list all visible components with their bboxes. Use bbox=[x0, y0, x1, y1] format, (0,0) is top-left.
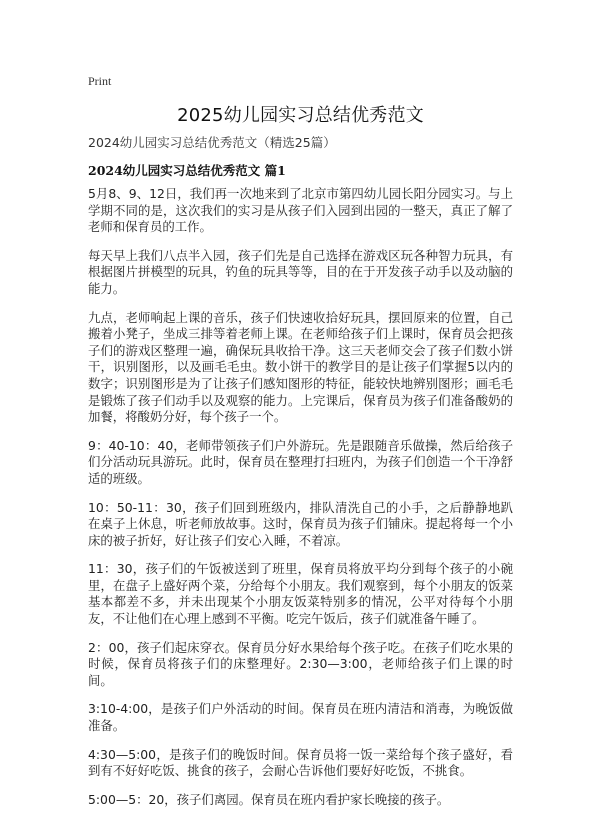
paragraph: 3:10-4:00，是孩子们户外活动的时间。保育员在班内清洁和消毒，为晚饭做准备。 bbox=[88, 701, 513, 734]
paragraph: 每天早上我们八点半入园，孩子们先是自己选择在游戏区玩各种智力玩具，有根据图片拼模型的玩具，钓鱼的玩具等等，目的在于开发孩子动手以及动脑的能力。 bbox=[88, 247, 513, 296]
document-title: 2025幼儿园实习总结优秀范文 bbox=[177, 105, 424, 126]
paragraph: 2：00，孩子们起床穿衣。保育员分好水果给每个孩子吃。在孩子们吃水果的时候，保育员将孩子们的床整理好。2:30—3:00，老师给孩子们上课的时间。 bbox=[88, 639, 513, 688]
paragraph: 5:00—5：20，孩子们离园。保育员在班内看护家长晚接的孩子。 bbox=[88, 791, 450, 807]
section-heading: 2024幼儿园实习总结优秀范文 篇1 bbox=[88, 163, 286, 178]
paragraph: 10：50-11：30，孩子们回到班级内，排队清洗自己的小手，之后静静地趴在桌子上休息，听老师放故事。这时，保育员为孩子们铺床。提起将每一个小床的被子折好，好让孩子们安心入睡，不着凉。 bbox=[88, 499, 513, 548]
document-subtitle: 2024幼儿园实习总结优秀范文（精选25篇） bbox=[88, 135, 336, 150]
paragraph: 5月8、9、12日，我们再一次地来到了北京市第四幼儿园长阳分园实习。与上学期不同的是，这次我们的实习是从孩子们入园到出园的一整天，真正了解了老师和保育员的工作。 bbox=[88, 186, 513, 235]
paragraph: 11：30，孩子们的午饭被送到了班里，保育员将放平均分到每个孩子的小碗里，在盘子上盛好两个菜，分给每个小朋友。我们观察到，每个小朋友的饭菜基本都差不多，并未出现某个小朋友饭菜特别多的情况，公平对待每个小朋友，不让他们在心理上感到不平衡。吃完午饭后，孩子们就准备午睡了。 bbox=[88, 561, 513, 627]
document-body bbox=[88, 186, 513, 820]
print-label[interactable]: Print bbox=[88, 74, 112, 88]
paragraph: 9：40-10：40，老师带领孩子们户外游玩。先是跟随音乐做操，然后给孩子们分活动玩具游玩。此时，保育员在整理打扫班内，为孩子们创造一个干净舒适的班级。 bbox=[88, 437, 513, 486]
paragraph: 4:30—5:00，是孩子们的晚饭时间。保育员将一饭一菜给每个孩子盛好，看到有不好好吃饭、挑食的孩子，会耐心告诉他们要好好吃饭，不挑食。 bbox=[88, 746, 513, 779]
paragraph: 九点，老师响起上课的音乐，孩子们快速收拾好玩具，摆回原来的位置，自己搬着小凳子，坐成三排等着老师上课。在老师给孩子们上课时，保育员会把孩子们的游戏区整理一遍，确保玩具收拾干净。这三天老师交会了孩子们数小饼干，识别图形，以及画毛毛虫。数小饼干的教学目的是让孩子们掌握5以内的数字；识别图形是为了让孩子们感知图形的特征，能较快地辨别图形；画毛毛是锻炼了孩子们动手以及观察的能力。上完课后，保育员为孩子们准备酸奶的加餐，将酸奶分好，每个孩子一个。 bbox=[88, 309, 513, 425]
